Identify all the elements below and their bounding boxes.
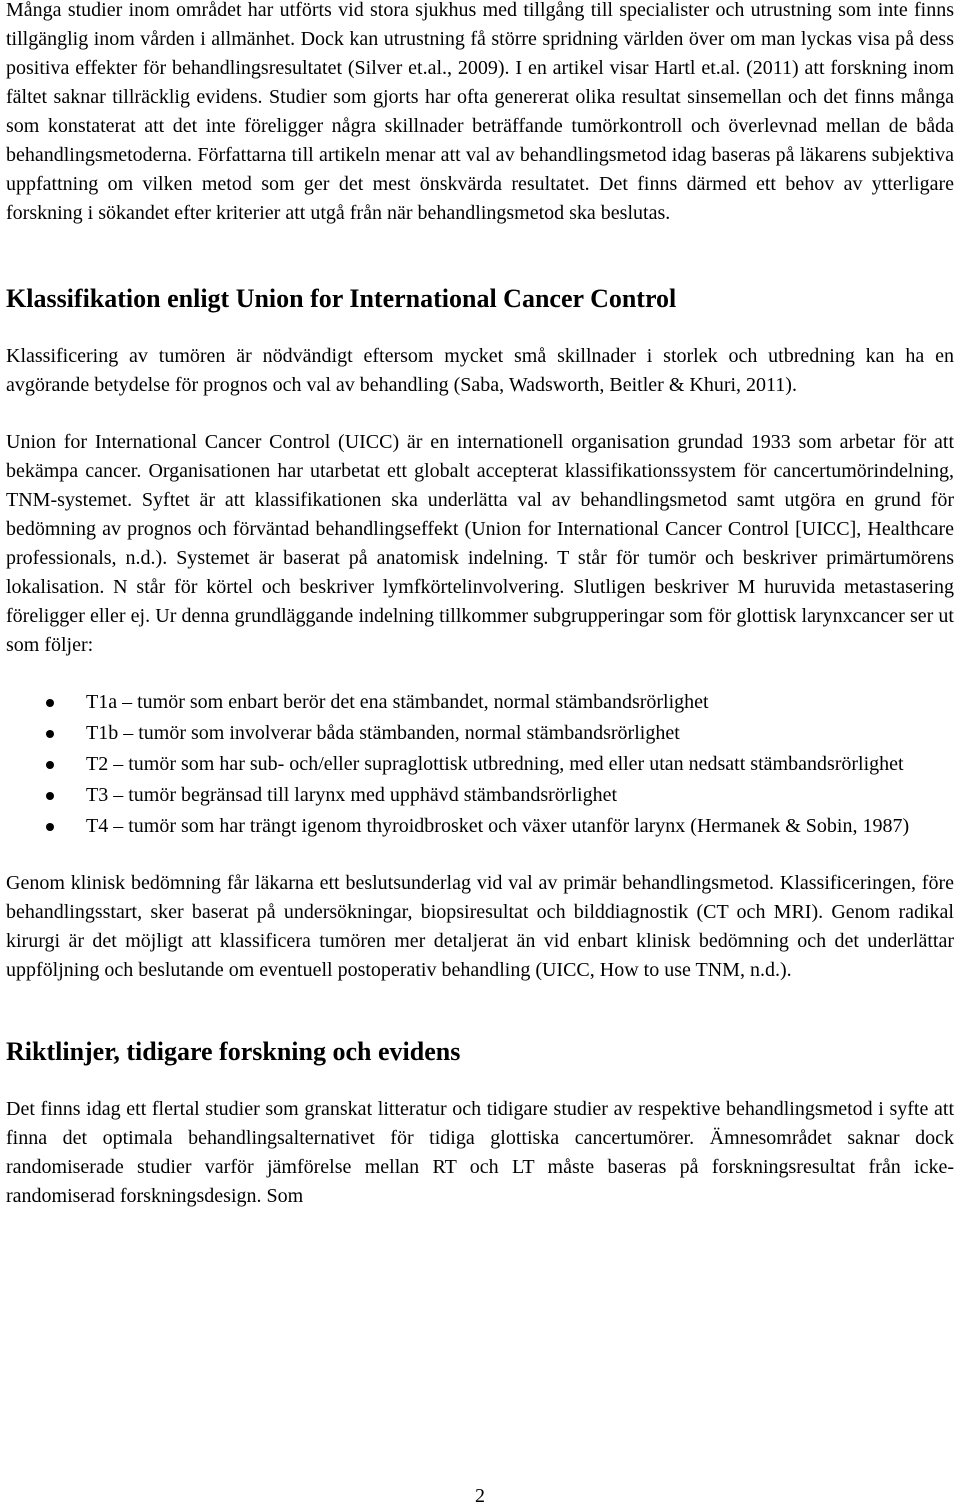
bullet-icon bbox=[46, 761, 54, 769]
paragraph-uicc: Union for International Cancer Control (UICC) är en internationell organisation grundad 1933 som arbetar för att bekämpa cancer. Organisationen har utarbetat ett globalt accepterat klassifikationssystem för cancertumörindelning, TNM-systemet. Syftet är att klassifikationen ska underlätta val av behandlingsmetod samt utgöra en grund för bedömning av prognos och förväntad behandlingseffekt (Union for International Cancer Control [UICC], Healthcare professionals, n.d.). Systemet är baserat på anatomisk indelning. T står för tumör och beskriver primärtumörens lokalisation. N står för körtel och beskriver lymfkörtelinvolvering. Slutligen beskriver M huruvida metastasering föreligger eller ej. Ur denna grundläggande indelning tillkommer subgrupperingar som för glottisk larynxcancer ser ut som följer: bbox=[6, 431, 954, 656]
list-item bbox=[6, 812, 954, 841]
list-item-text: T1a – tumör som enbart berör det ena stämbandet, normal stämbandsrörlighet bbox=[86, 691, 709, 713]
list-item-text: T3 – tumör begränsad till larynx med upphävd stämbandsrörlighet bbox=[86, 784, 617, 806]
paragraph-guidelines: Det finns idag ett flertal studier som granskat litteratur och tidigare studier av respektive behandlingsmetod i syfte att finna det optimala behandlingsalternativet för tidiga glottiska cancertumörer. Ämnesområdet saknar dock randomiserade studier varför jämförelse mellan RT och LT måste baseras på forskningsresultat från icke-randomiserad forskningsdesign. Som bbox=[6, 1098, 954, 1207]
list-item-text: T1b – tumör som involverar båda stämbanden, normal stämbandsrörlighet bbox=[86, 722, 680, 744]
list-item-text: T4 – tumör som har trängt igenom thyroidbrosket och växer utanför larynx (Hermanek & Sobin, 1987) bbox=[86, 815, 910, 837]
section-heading-classification: Klassifikation enligt Union for International Cancer Control bbox=[6, 284, 677, 313]
list-item bbox=[6, 688, 954, 717]
section-heading-guidelines: Riktlinjer, tidigare forskning och evidens bbox=[6, 1037, 461, 1066]
bullet-icon bbox=[46, 792, 54, 800]
list-item bbox=[6, 719, 954, 748]
tnm-stage-list bbox=[6, 688, 954, 841]
document-page bbox=[6, 0, 954, 1211]
page-number: 2 bbox=[475, 1485, 485, 1507]
bullet-icon bbox=[46, 730, 54, 738]
list-item bbox=[6, 750, 954, 779]
bullet-icon bbox=[46, 823, 54, 831]
paragraph-intro: Många studier inom området har utförts vid stora sjukhus med tillgång till specialister och utrustning som inte finns tillgänglig inom vården i allmänhet. Dock kan utrustning få större spridning världen över om man lyckas visa på dess positiva effekter för behandlingsresultatet (Silver et.al., 2009). I en artikel visar Hartl et.al. (2011) att forskning inom fältet saknar tillräcklig evidens. Studier som gjorts har ofta genererat olika resultat sinsemellan och det finns många som konstaterat att det inte föreligger några skillnader beträffande tumörkontroll och överlevnad mellan de båda behandlingsmetoderna. Författarna till artikeln menar att val av behandlingsmetod idag baseras på läkarens subjektiva uppfattning om vilken metod som ger det mest önskvärda resultatet. Det finns därmed ett behov av ytterligare forskning i sökandet efter kriterier att utgå från när behandlingsmetod ska beslutas. bbox=[6, 0, 954, 224]
paragraph-classification-purpose: Klassificering av tumören är nödvändigt eftersom mycket små skillnader i storlek och utbredning kan ha en avgörande betydelse för prognos och val av behandling (Saba, Wadsworth, Beitler & Khuri, 2011). bbox=[6, 345, 954, 396]
list-item-text: T2 – tumör som har sub- och/eller supraglottisk utbredning, med eller utan nedsatt stämbandsrörlighet bbox=[86, 753, 904, 775]
bullet-icon bbox=[46, 699, 54, 707]
paragraph-clinical-assessment: Genom klinisk bedömning får läkarna ett beslutsunderlag vid val av primär behandlingsmetod. Klassificeringen, före behandlingsstart, sker baserat på undersökningar, biopsiresultat och bilddiagnostik (CT och MRI). Genom radikal kirurgi är det möjligt att klassificera tumören mer detaljerat än vid enbart klinisk bedömning och det underlättar uppföljning och beslutande om eventuell postoperativ behandling (UICC, How to use TNM, n.d.). bbox=[6, 872, 954, 981]
list-item bbox=[6, 781, 954, 810]
